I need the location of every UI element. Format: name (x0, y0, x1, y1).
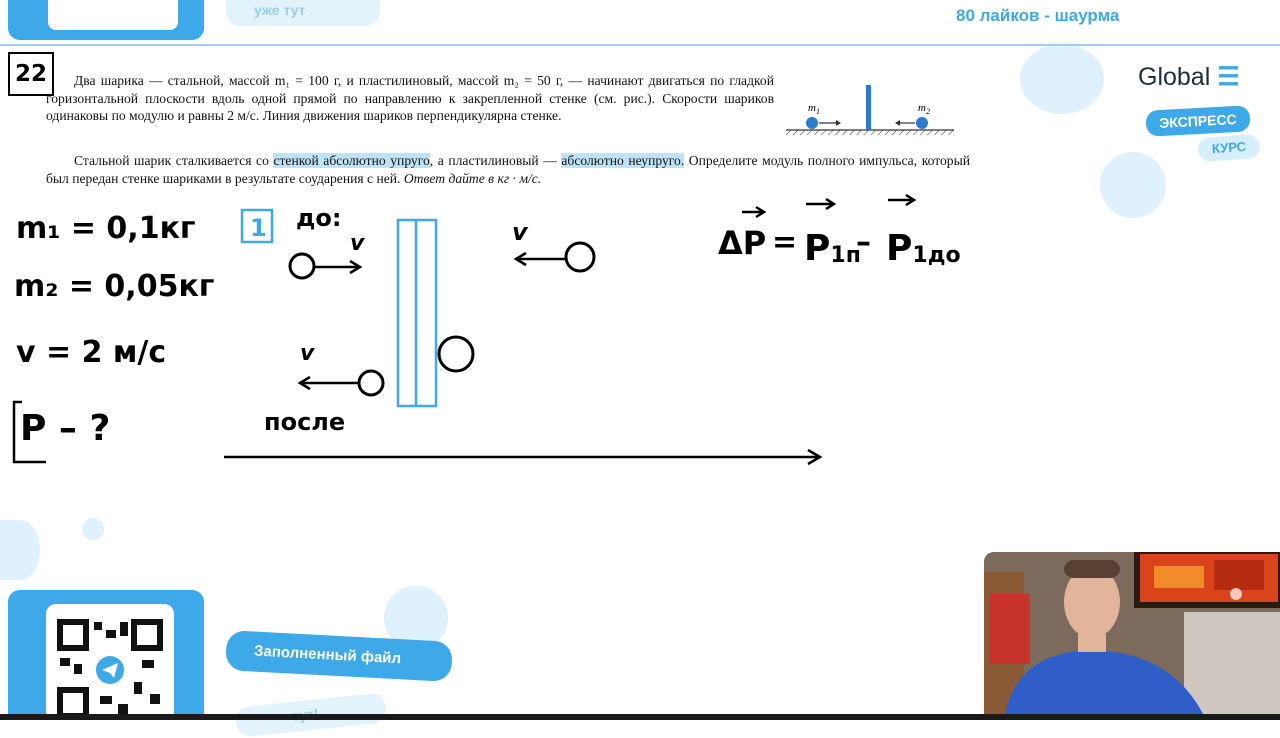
qr-code-container (46, 604, 174, 720)
v-label: v (512, 218, 528, 246)
v-label: v (300, 341, 315, 366)
presenter-video (984, 552, 1280, 720)
global-logo-icon: ☰ (1217, 63, 1240, 91)
plasticine-ball-before (566, 243, 594, 271)
highlight-elastic: стенкой абсолютно упруго (273, 153, 430, 168)
task-number: 22 (8, 52, 54, 96)
filled-file-label: Заполненный файл (253, 642, 402, 668)
answer-units: Ответ дайте в кг · м/с. (403, 170, 542, 186)
label-before: до: (296, 204, 342, 232)
whiteboard (0, 190, 1000, 490)
course-badge: КУРС (1197, 134, 1261, 162)
problem-figure (782, 82, 958, 138)
given-v: v = 2 м/с (16, 335, 167, 370)
text-part: Стальной шарик сталкивается со (74, 153, 274, 168)
decor-blob (1100, 152, 1166, 218)
express-badge: ЭКСПРЕСС (1145, 105, 1250, 136)
text-part: Определите модуль полного импульса, который был передан стенке шариками в результате соударения с ней. (46, 153, 970, 186)
bottom-strip (0, 714, 1280, 720)
decor-blob (82, 518, 104, 540)
highlight-inelastic: абсолютно неупруго. (561, 153, 685, 168)
formula-p1do: P1до (886, 228, 961, 269)
case-number: 1 (250, 214, 267, 242)
formula-delta-p: ΔP (718, 224, 767, 262)
steel-ball-before (290, 254, 314, 278)
formula-p1n: P1п (804, 228, 861, 269)
text-part: , а пластилиновый — (429, 153, 562, 168)
find-p: P – ? (20, 408, 111, 449)
formula-eq: = (772, 225, 798, 260)
qr-code-panel[interactable] (8, 590, 204, 720)
top-pill[interactable] (226, 0, 380, 26)
webcam-feed (984, 552, 1280, 720)
decor-blob (0, 520, 40, 580)
ball-m2 (916, 117, 928, 129)
qr-code-top[interactable] (8, 0, 204, 40)
steel-ball-after (359, 371, 383, 395)
label-m2: $m_2$ (918, 102, 930, 116)
label-after: после (264, 408, 346, 436)
given-m2: m₂ = 0,05кг (14, 269, 215, 304)
qr-code-icon (48, 0, 178, 30)
label-m1: $m_1$ (808, 102, 820, 116)
ball-at-wall (439, 337, 473, 371)
top-pill-label: уже тут (254, 2, 306, 18)
ball-m1 (806, 117, 818, 129)
given-m1: m₁ = 0,1кг (16, 211, 196, 246)
global-logo (1138, 62, 1240, 92)
logo-text: Global (1138, 63, 1211, 91)
stream-title: 80 лайков - шаурма (956, 6, 1120, 25)
formula-minus: – (856, 225, 871, 260)
qr-code-icon (46, 604, 174, 720)
problem-paragraph-2 (46, 152, 970, 187)
problem-paragraph-1: Два шарика — стальной, массой m₁ = 100 г, и пластилиновый, массой m₂ = 50 г, — начинают двигаться по гладкой горизонтальной плоскости вдоль одной прямой по направлению к закрепленной стенке (см. рис.). Скорости шариков одинаковы по модулю и равны 2 м/с. Линия движения шариков перпендикулярна стенке. (46, 73, 774, 123)
top-bar (0, 0, 1280, 46)
wall (866, 85, 871, 130)
v-label: v (350, 231, 365, 256)
decor-blob (1020, 44, 1104, 114)
